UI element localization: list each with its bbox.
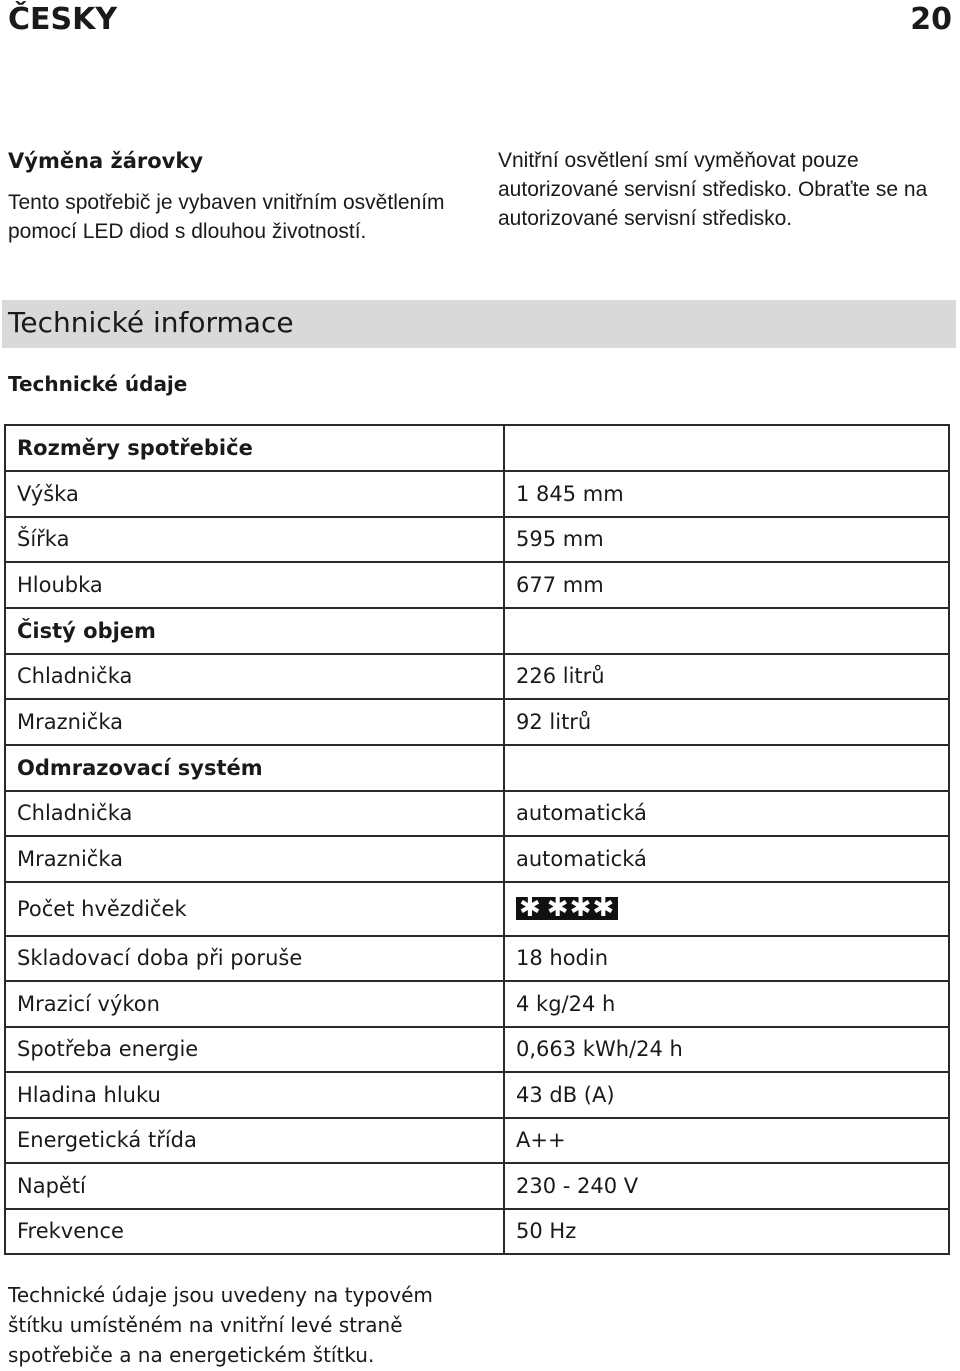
row-value: 595 mm <box>504 517 949 563</box>
row-label: Spotřeba energie <box>5 1027 504 1073</box>
row-label: Mraznička <box>5 836 504 882</box>
table-row <box>5 471 949 517</box>
footnote: Technické údaje jsou uvedeny na typovém štítku umístěném na vnitřní levé straně spotřebiče a na energetickém štítku. <box>8 1283 433 1367</box>
row-label: Mraznička <box>5 699 504 745</box>
table-row <box>5 1027 949 1073</box>
table-row <box>5 425 949 471</box>
table-row <box>5 882 949 936</box>
table-row <box>5 517 949 563</box>
row-value: 677 mm <box>504 562 949 608</box>
table-row <box>5 836 949 882</box>
row-label: Výška <box>5 471 504 517</box>
bulb-section-title: Výměna žárovky <box>8 149 204 173</box>
row-value: 18 hodin <box>504 936 949 982</box>
row-label: Frekvence <box>5 1209 504 1255</box>
row-label: Chladnička <box>5 791 504 837</box>
net-volume-header: Čistý objem <box>5 608 504 654</box>
sub-heading: Technické údaje <box>8 372 188 396</box>
bulb-section-left-text: Tento spotřebič je vybaven vnitřním osvětlením pomocí LED diod s dlouhou životností. <box>8 191 445 243</box>
table-row <box>5 936 949 982</box>
row-label: Mrazicí výkon <box>5 981 504 1027</box>
row-label: Počet hvězdiček <box>5 882 504 936</box>
row-label: Napětí <box>5 1163 504 1209</box>
bulb-section-left <box>8 146 448 246</box>
table-row <box>5 1072 949 1118</box>
empty-cell <box>504 745 949 791</box>
section-banner <box>2 300 956 348</box>
row-value: automatická <box>504 836 949 882</box>
row-label: Šířka <box>5 517 504 563</box>
row-label: Hladina hluku <box>5 1072 504 1118</box>
table-row <box>5 981 949 1027</box>
bulb-section-right-text: Vnitřní osvětlení smí vyměňovat pouze autorizované servisní středisko. Obraťte se na autorizované servisní středisko. <box>498 149 928 230</box>
row-label: Chladnička <box>5 654 504 700</box>
row-value: A++ <box>504 1118 949 1164</box>
row-value: automatická <box>504 791 949 837</box>
table-row <box>5 1118 949 1164</box>
table-row <box>5 791 949 837</box>
banner-title: Technické informace <box>8 306 294 339</box>
table-row <box>5 745 949 791</box>
table-row <box>5 654 949 700</box>
row-value: 50 Hz <box>504 1209 949 1255</box>
empty-cell <box>504 608 949 654</box>
row-value: 92 litrů <box>504 699 949 745</box>
row-label: Hloubka <box>5 562 504 608</box>
spec-table <box>4 424 950 1255</box>
table-row <box>5 1209 949 1255</box>
row-value: 1 845 mm <box>504 471 949 517</box>
table-row <box>5 1163 949 1209</box>
row-label: Energetická třída <box>5 1118 504 1164</box>
row-label: Skladovací doba při poruše <box>5 936 504 982</box>
row-value: 230 - 240 V <box>504 1163 949 1209</box>
row-value: 43 dB (A) <box>504 1072 949 1118</box>
language-label: ČESKY <box>8 2 118 37</box>
table-row <box>5 562 949 608</box>
bulb-section-right <box>498 146 948 233</box>
four-star-freezer-rating-icon: ✱ ✱✱✱ <box>516 897 618 920</box>
empty-cell <box>504 425 949 471</box>
dimensions-header: Rozměry spotřebiče <box>17 436 253 460</box>
row-value <box>504 882 949 936</box>
table-row <box>5 608 949 654</box>
row-value: 226 litrů <box>504 654 949 700</box>
row-value: 4 kg/24 h <box>504 981 949 1027</box>
page-number: 20 <box>910 2 952 37</box>
defrost-header: Odmrazovací systém <box>5 745 504 791</box>
table-row <box>5 699 949 745</box>
row-value: 0,663 kWh/24 h <box>504 1027 949 1073</box>
